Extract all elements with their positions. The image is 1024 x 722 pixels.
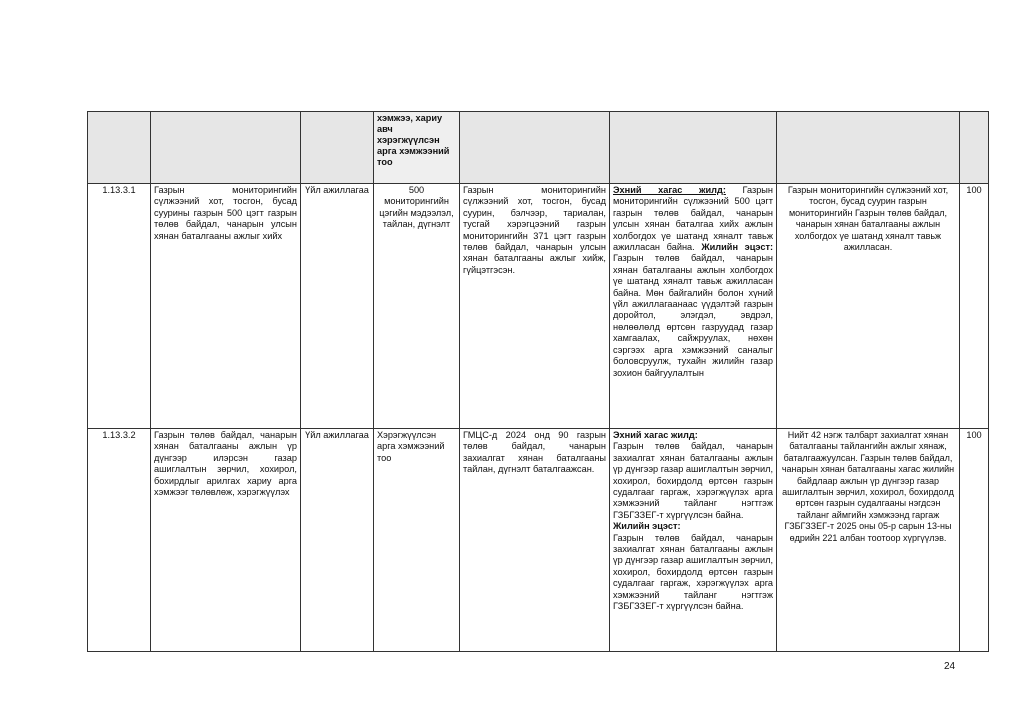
progress-h1-text: Газрын мониторингийн сүлжээний 500 цэгт газрын төлөв байдал, чанарын улсын хянан баталгаа хийх ажлын холбогдох үе шатанд хяналт тавьж ажилласан байна. <box>613 185 773 253</box>
progress-h1-title: Эхний хагас жилд: <box>613 430 698 440</box>
header-cell-measure: хэмжээ, хариу авч хэрэгжүүлсэн арга хэмжээний тоо <box>374 112 460 184</box>
progress-year-text: Газрын төлөв байдал, чанарын захиалгат хянан баталгааны ажлын үр дүнгээр газар ашиглалтын зөрчил, хохирол, бохирдолд өртсөн газрын судалгааг гаргаж, хэрэгжүүлэх арга хэмжээний тайланг нэгтгэж ГЗБГЗЗЕГ-т хүргүүлсэн байна. <box>613 532 773 612</box>
page-number: 24 <box>944 661 956 672</box>
measure-cell: Хэрэгжүүлсэн арга хэмжээний тоо <box>374 429 460 652</box>
progress-year-title: Жилийн эцэст: <box>701 242 773 253</box>
report-table <box>87 111 989 652</box>
header-row <box>88 112 989 184</box>
header-cell-baseline <box>460 112 610 184</box>
progress-h1-title: Эхний хагас жилд: <box>613 185 726 195</box>
progress-cell <box>610 184 777 429</box>
baseline-cell: Газрын мониторингийн сүлжээний хот, тосгон, бусад суурин, бэлчээр, тариалан, тусгай хэрэгцээний газрын мониторингийн 371 цэгт газрын төлөв байдал, чанарын улсын хянан баталгааны ажлыг хийж, гүйцэтгэсэн. <box>460 184 610 429</box>
header-cell-progress <box>610 112 777 184</box>
header-cell-num <box>88 112 151 184</box>
header-cell-unit <box>301 112 374 184</box>
score-cell: 100 <box>960 184 989 429</box>
progress-year-title: Жилийн эцэст: <box>613 521 681 532</box>
baseline-cell: ГМЦС-д 2024 онд 90 газрын төлөв байдал, чанарын захиалгат хянан баталгааны тайлан, дүгнэлт баталгаажсан. <box>460 429 610 652</box>
unit-cell: Үйл ажиллагаа <box>301 429 374 652</box>
progress-cell <box>610 429 777 652</box>
table-row <box>88 184 989 429</box>
header-cell-activity <box>151 112 301 184</box>
unit-cell: Үйл ажиллагаа <box>301 184 374 429</box>
header-cell-result <box>777 112 960 184</box>
activity-cell: Газрын мониторингийн сүлжээний хот, тосгон, бусад суурины газрын 500 цэгт газрын төлөв байдал, чанарын улсын хянан баталгааны ажлыг хийх <box>151 184 301 429</box>
result-cell: Нийт 42 нэгж талбарт захиалгат хянан баталгааны тайлангийн ажлыг хянаж, баталгаажуулсан. Газрын төлөв байдал, чанарын хянан баталгааны хагас жилийн байдлаар ажлын үр дүнгээр газар ашиглалтын зөрчил, хохирол, бохирдолд өртсөн газрын судалгааны нэгдсэн тайланг аймгийн хэмжээнд гаргаж ГЗБГЗЗЕГ-т 2025 оны 05-р сарын 13-ны өдрийн 221 албан тоотоор хүргүүлэв. <box>777 429 960 652</box>
progress-year-text: Газрын төлөв байдал, чанарын хянан баталгааны ажлын холбогдох үе шатанд хяналт тавьж ажилласан байна. Мөн байгалийн болон хүний үйл ажиллагаанаас үүдэлтэй газрын доройтол, элэгдэл, эвдрэл, нөлөөлөлд өртсөн газруудад газар хамгаалах, сайжруулах, нөхөн сэргээх арга хэмжээний саналыг боловсруулж, тухайн жилийн газар зохион байгуулалтын <box>613 253 773 378</box>
activity-cell: Газрын төлөв байдал, чанарын хянан баталгааны ажлын үр дүнгээр илэрсэн газар ашиглалтын зөрчил, хохирол, бохирдлыг арилгах хариу арга хэмжээг төлөвлөж, хэрэгжүүлэх <box>151 429 301 652</box>
row-number: 1.13.3.2 <box>88 429 151 652</box>
score-cell: 100 <box>960 429 989 652</box>
header-cell-score <box>960 112 989 184</box>
table-row <box>88 429 989 652</box>
measure-cell: 500 мониторингийн цэгийн мэдээлэл, тайлан, дүгнэлт <box>374 184 460 429</box>
row-number: 1.13.3.1 <box>88 184 151 429</box>
result-cell: Газрын мониторингийн сүлжээний хот, тосгон, бусад суурин газрын мониторингийн Газрын төлөв байдал, чанарын хянан баталгааны ажлын холбогдох үе шатанд хяналт тавьж ажилласан. <box>777 184 960 429</box>
progress-h1-text: Газрын төлөв байдал, чанарын захиалгат хянан баталгааны ажлын үр дүнгээр газар ашиглалтын зөрчил, хохирол, бохирдолд өртсөн газрын судалгааг гаргаж, хэрэгжүүлэх арга хэмжээний тайланг нэгтгэж ГЗБГЗЗЕГ-т хүргүүлсэн байна. <box>613 441 773 520</box>
